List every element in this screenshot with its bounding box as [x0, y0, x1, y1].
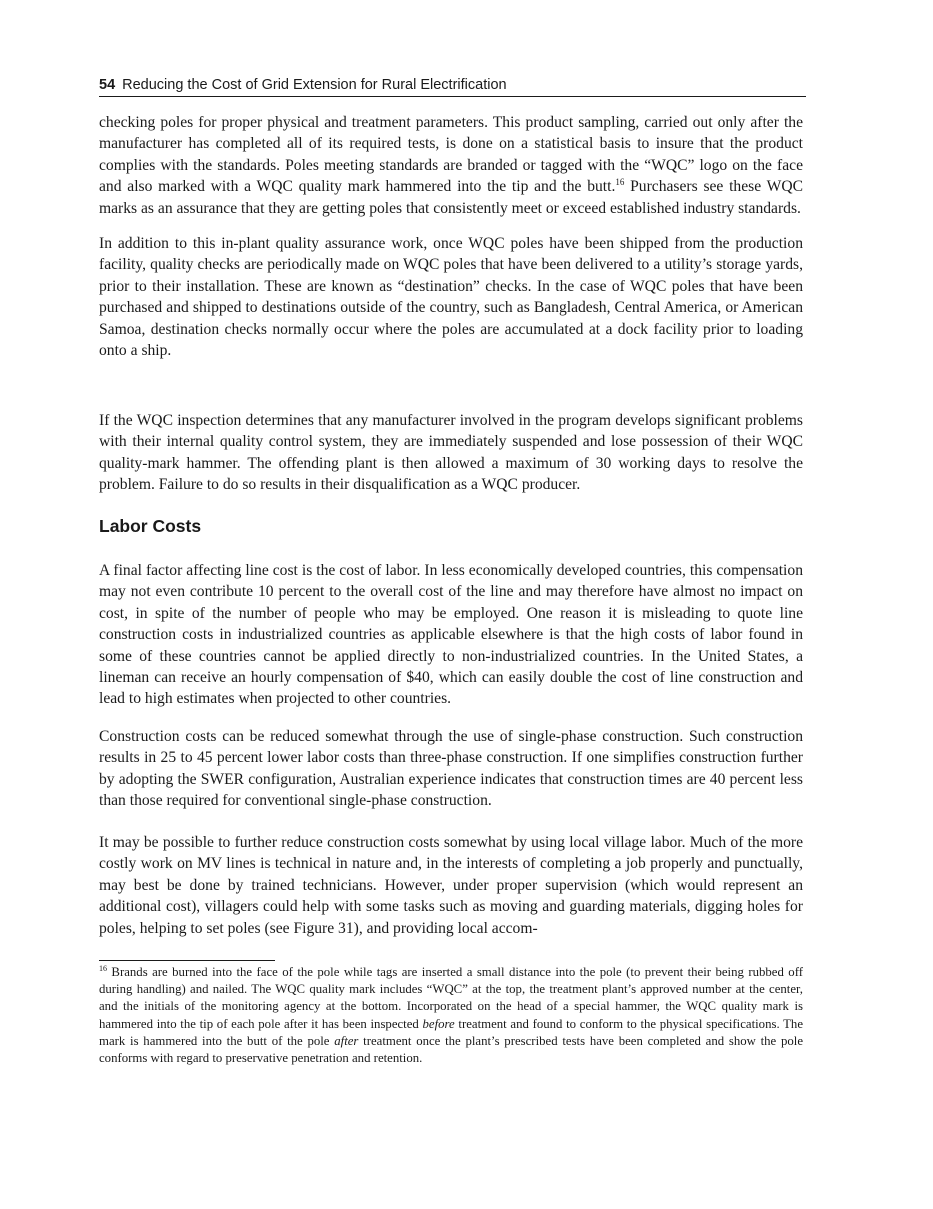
footnote-text-part-1: Brands are burned into the face of the pole while tags are inserted a small distance into the pole (to prevent their being rubbed off during handling) and nailed. The WQC quality mark includes “WQC” at the top, the treatment plant’s approved number at the center, and the initials of the monitoring agency at the bottom. Incorporated on the head of a special hammer, the WQC quality mark is hammered into the tip of each pole after it has been inspected	[99, 965, 803, 1031]
paragraph-1	[99, 112, 803, 219]
paragraph-6: It may be possible to further reduce construction costs somewhat by using local village labor. Much of the more costly work on MV lines is technical in nature and, in the interests of completing a job properly and punctually, may best be done by trained technicians. However, under proper supervision (which would represent an additional cost), villagers could help with some tasks such as moving and guarding materials, digging holes for poles, helping to set poles (see Figure 31), and providing local accom-	[99, 834, 803, 937]
footnote-italic-after: after	[334, 1033, 359, 1048]
paragraph-2: In addition to this in-plant quality assurance work, once WQC poles have been shipped from the production facility, quality checks are periodically made on WQC poles that have been delivered to a utility’s storage yards, prior to their installation. These are known as “destination” checks. In the case of WQC poles that have been purchased and shipped to destinations outside of the country, such as Bangladesh, Central America, or American Samoa, destination checks normally occur where the poles are accumulated at a dock facility prior to loading onto a ship.	[99, 235, 803, 360]
footnote-text-part-2: treatment and found to conform to the physical specifications. The mark is hammered into the butt of the pole	[99, 1016, 804, 1048]
footnote-italic-before: before	[422, 1016, 455, 1031]
paragraph-3: If the WQC inspection determines that any manufacturer involved in the program develops significant problems with their internal quality control system, they are immediately suspended and lose possession of their WQC quality-mark hammer. The offending plant is then allowed a maximum of 30 working days to resolve the problem. Failure to do so results in their disqualification as a WQC producer.	[99, 412, 803, 494]
running-title: Reducing the Cost of Grid Extension for Rural Electrification	[122, 77, 507, 93]
paragraph-1-text: checking poles for proper physical and treatment parameters. This product sampling, carried out only after the manufacturer has completed all of its required tests, is done on a statistical basis to insure that the product complies with the standards. Poles meeting standards are branded or tagged with the “WQC” logo on the face and also marked with a WQC quality mark hammered into the tip and the butt.	[99, 114, 803, 196]
footnote-16	[99, 964, 803, 1067]
running-header	[99, 77, 806, 97]
paragraph-5: Construction costs can be reduced somewhat through the use of single-phase construction. Such construction results in 25 to 45 percent lower labor costs than three-phase construction. If one simplifies construction further by adopting the SWER configuration, Australian experience indicates that construction times are 40 percent less than those required for conventional single-phase construction.	[99, 728, 803, 810]
page-number: 54	[99, 77, 116, 93]
section-heading-labor-costs: Labor Costs	[99, 516, 202, 536]
paragraph-1-text-continued: Purchasers see these WQC marks as an assurance that they are getting poles that consistently meet or exceed established industry standards.	[99, 178, 803, 217]
paragraph-4: A final factor affecting line cost is the cost of labor. In less economically developed countries, this compensation may not even contribute 10 percent to the overall cost of the line and may therefore have almost no impact on cost, in spite of the number of people who may be employed. One reason it is misleading to quote line construction costs in industrialized countries as applicable elsewhere is that the high costs of labor found in some of these countries cannot be applied directly to non-industrialized countries. In the United States, a lineman can receive an hourly compensation of $40, which can easily double the cost of line construction and lead to high estimates when projected to other countries.	[99, 562, 803, 708]
footnote-number: 16	[99, 964, 107, 973]
footnote-reference-16[interactable]: 16	[615, 177, 625, 188]
footnote-text-part-3: treatment once the plant’s prescribed tests have been completed and show the pole conforms with regard to preservative penetration and retention.	[99, 1033, 804, 1066]
footnote-divider	[99, 960, 275, 961]
